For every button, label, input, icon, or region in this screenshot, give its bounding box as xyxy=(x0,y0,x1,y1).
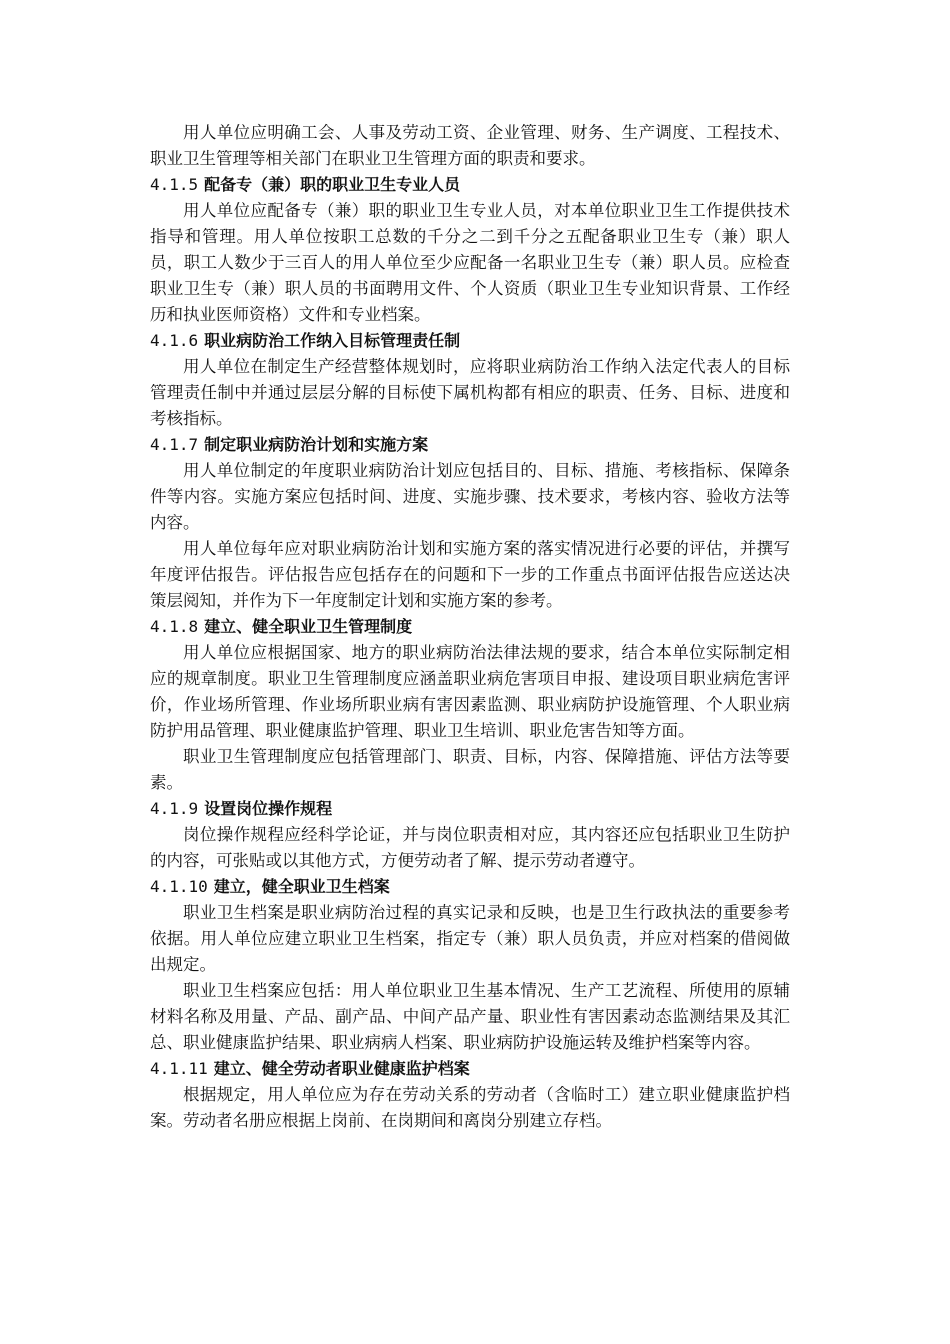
section-heading xyxy=(150,874,790,900)
section-number: 4.1.10 xyxy=(150,877,208,896)
section-4-1-7 xyxy=(150,432,790,614)
section-number: 4.1.5 xyxy=(150,175,199,194)
section-paragraph: 岗位操作规程应经科学论证，并与岗位职责相对应，其内容还应包括职业卫生防护的内容，可张贴或以其他方式，方便劳动者了解、提示劳动者遵守。 xyxy=(150,825,790,870)
section-4-1-8 xyxy=(150,614,790,796)
section-4-1-10 xyxy=(150,874,790,1056)
section-heading xyxy=(150,1056,790,1082)
section-paragraph: 根据规定，用人单位应为存在劳动关系的劳动者（含临时工）建立职业健康监护档案。劳动者名册应根据上岗前、在岗期间和离岗分别建立存档。 xyxy=(150,1085,790,1130)
section-paragraph: 职业卫生档案是职业病防治过程的真实记录和反映，也是卫生行政执法的重要参考依据。用人单位应建立职业卫生档案，指定专（兼）职人员负责，并应对档案的借阅做出规定。 xyxy=(150,903,790,974)
section-4-1-9 xyxy=(150,796,790,874)
section-heading xyxy=(150,432,790,458)
section-title: 制定职业病防治计划和实施方案 xyxy=(204,435,429,454)
section-number: 4.1.7 xyxy=(150,435,199,454)
section-paragraph: 用人单位每年应对职业病防治计划和实施方案的落实情况进行必要的评估，并撰写年度评估报告。评估报告应包括存在的问题和下一步的工作重点书面评估报告应送达决策层阅知，并作为下一年度制定计划和实施方案的参考。 xyxy=(150,539,790,610)
section-paragraph: 用人单位制定的年度职业病防治计划应包括目的、目标、措施、考核指标、保障条件等内容。实施方案应包括时间、进度、实施步骤、技术要求，考核内容、验收方法等内容。 xyxy=(150,461,790,532)
section-paragraph: 职业卫生管理制度应包括管理部门、职责、目标，内容、保障措施、评估方法等要素。 xyxy=(150,747,790,792)
section-title: 建立，健全职业卫生档案 xyxy=(213,877,390,896)
section-4-1-6 xyxy=(150,328,790,432)
section-heading xyxy=(150,172,790,198)
section-title: 职业病防治工作纳入目标管理责任制 xyxy=(204,331,461,350)
section-title: 配备专（兼）职的职业卫生专业人员 xyxy=(204,175,461,194)
section-heading xyxy=(150,328,790,354)
section-heading xyxy=(150,796,790,822)
section-number: 4.1.6 xyxy=(150,331,199,350)
intro-paragraph: 用人单位应明确工会、人事及劳动工资、企业管理、财务、生产调度、工程技术、职业卫生管理等相关部门在职业卫生管理方面的职责和要求。 xyxy=(150,123,790,168)
section-title: 建立、健全劳动者职业健康监护档案 xyxy=(213,1059,470,1078)
section-paragraph: 用人单位应根据国家、地方的职业病防治法律法规的要求，结合本单位实际制定相应的规章制度。职业卫生管理制度应涵盖职业病危害项目申报、建设项目职业病危害评价，作业场所管理、作业场所职业病有害因素监测、职业病防护设施管理、个人职业病防护用品管理、职业健康监护管理、职业卫生培训、职业危害告知等方面。 xyxy=(150,643,790,740)
section-number: 4.1.9 xyxy=(150,799,199,818)
section-4-1-11 xyxy=(150,1056,790,1134)
section-number: 4.1.11 xyxy=(150,1059,208,1078)
section-paragraph: 用人单位在制定生产经营整体规划时，应将职业病防治工作纳入法定代表人的目标管理责任制中并通过层层分解的目标使下属机构都有相应的职责、任务、目标、进度和考核指标。 xyxy=(150,357,790,428)
section-4-1-5 xyxy=(150,172,790,328)
section-paragraph: 用人单位应配备专（兼）职的职业卫生专业人员，对本单位职业卫生工作提供技术指导和管理。用人单位按职工总数的千分之二到千分之五配备职业卫生专（兼）职人员，职工人数少于三百人的用人单位至少应配备一名职业卫生专（兼）职人员。应检查职业卫生专（兼）职人员的书面聘用文件、个人资质（职业卫生专业知识背景、工作经历和执业医师资格）文件和专业档案。 xyxy=(150,201,790,324)
section-paragraph: 职业卫生档案应包括：用人单位职业卫生基本情况、生产工艺流程、所使用的原辅材料名称及用量、产品、副产品、中间产品产量、职业性有害因素动态监测结果及其汇总、职业健康监护结果、职业病病人档案、职业病防护设施运转及维护档案等内容。 xyxy=(150,981,790,1052)
section-heading xyxy=(150,614,790,640)
document-page xyxy=(150,120,790,1134)
section-title: 设置岗位操作规程 xyxy=(204,799,333,818)
section-number: 4.1.8 xyxy=(150,617,199,636)
section-title: 建立、健全职业卫生管理制度 xyxy=(204,617,413,636)
